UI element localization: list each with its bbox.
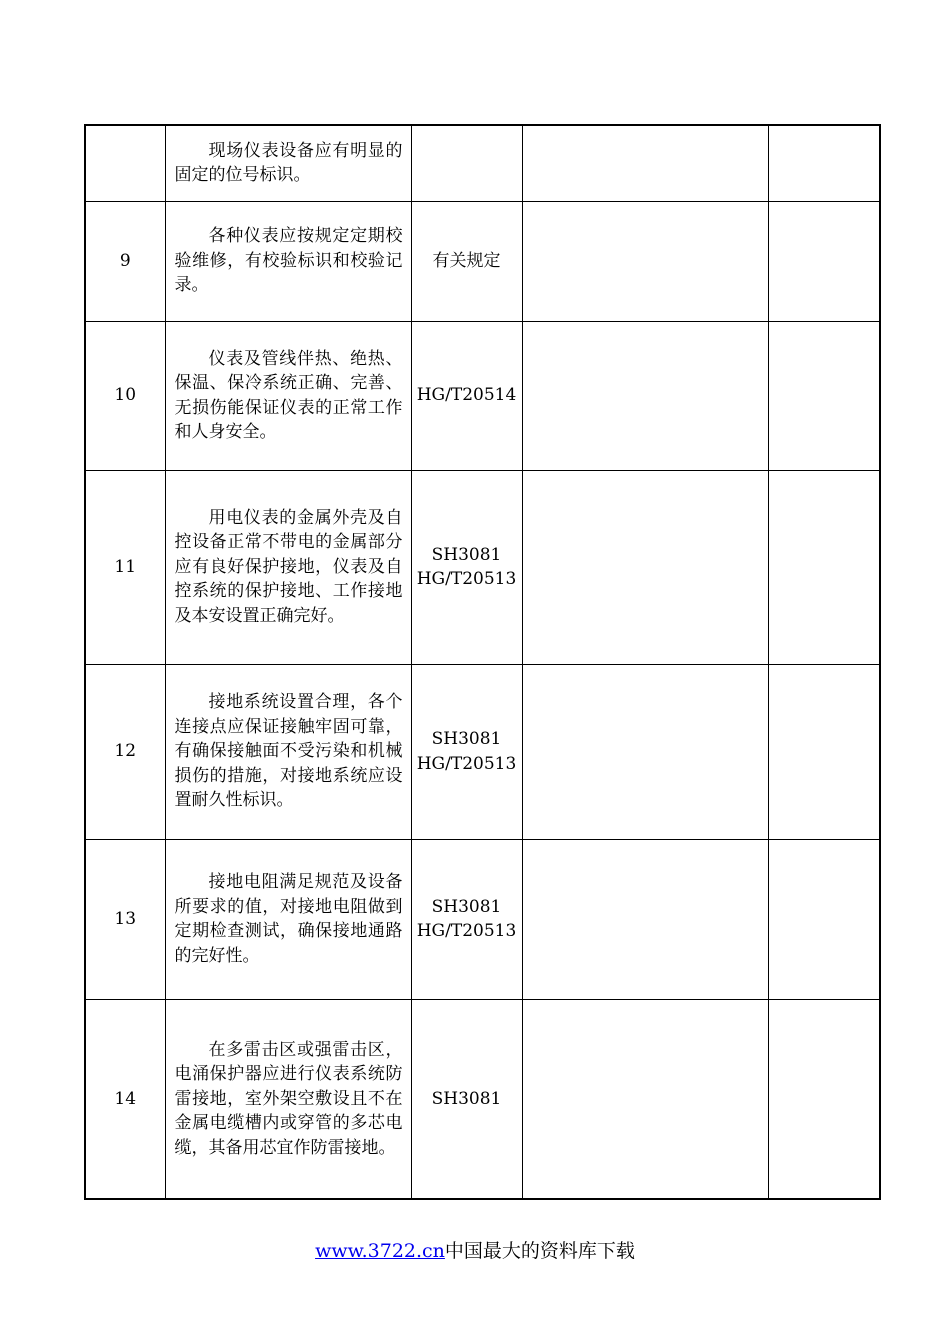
result-cell	[522, 839, 768, 999]
remark-cell	[768, 125, 880, 201]
requirement-text: 用电仪表的金属外壳及自控设备正常不带电的金属部分应有良好保护接地，仪表及自控系统的保护接地、工作接地及本安设置正确完好。	[174, 507, 403, 626]
item-number: 12	[85, 664, 165, 839]
requirement-cell	[165, 999, 411, 1199]
item-number: 11	[85, 470, 165, 664]
standard-cell	[411, 201, 522, 321]
table-row	[85, 839, 880, 999]
result-cell	[522, 999, 768, 1199]
standard-text: SH3081	[431, 1088, 502, 1109]
table-row	[85, 664, 880, 839]
table-row	[85, 999, 880, 1199]
remark-cell	[768, 470, 880, 664]
requirement-text: 现场仪表设备应有明显的固定的位号标识。	[174, 140, 403, 186]
requirement-cell	[165, 201, 411, 321]
remark-cell	[768, 839, 880, 999]
requirement-cell	[165, 125, 411, 201]
requirement-cell	[165, 664, 411, 839]
requirement-text: 各种仪表应按规定定期校验维修，有校验标识和校验记录。	[174, 226, 403, 296]
remark-cell	[768, 999, 880, 1199]
item-number: 10	[85, 321, 165, 470]
standard-text: 有关规定	[432, 250, 501, 271]
standard-cell	[411, 839, 522, 999]
standard-cell	[411, 321, 522, 470]
standard-text-secondary: HG/T20513	[416, 921, 517, 941]
table-row	[85, 321, 880, 470]
standard-cell	[411, 999, 522, 1199]
table-row	[85, 201, 880, 321]
requirement-text: 接地系统设置合理，各个连接点应保证接触牢固可靠，有确保接触面不受污染和机械损伤的措施，对接地系统应设置耐久性标识。	[174, 692, 403, 811]
result-cell	[522, 125, 768, 201]
remark-cell	[768, 321, 880, 470]
standard-text: SH3081	[431, 729, 502, 749]
remark-cell	[768, 201, 880, 321]
standard-text: HG/T20514	[416, 385, 517, 406]
result-cell	[522, 321, 768, 470]
standard-text-secondary: HG/T20513	[416, 753, 517, 774]
standard-text: SH3081	[431, 544, 502, 565]
remark-cell	[768, 664, 880, 839]
inspection-table	[84, 124, 881, 1200]
requirement-cell	[165, 470, 411, 664]
footer-link[interactable]: www.3722.cn	[315, 1240, 445, 1262]
requirement-text: 在多雷击区或强雷击区，电涌保护器应进行仪表系统防雷接地，室外架空敷设且不在金属电缆槽内或穿管的多芯电缆，其备用芯宜作防雷接地。	[174, 1039, 403, 1158]
requirement-cell	[165, 839, 411, 999]
standard-cell	[411, 664, 522, 839]
standard-cell	[411, 470, 522, 664]
requirement-text: 仪表及管线伴热、绝热、保温、保冷系统正确、完善、无损伤能保证仪表的正常工作和人身安全。	[174, 348, 403, 442]
requirement-text: 接地电阻满足规范及设备所要求的值，对接地电阻做到定期检查测试，确保接地通路的完好性。	[174, 872, 403, 966]
item-number: 14	[85, 999, 165, 1199]
item-number: 9	[85, 201, 165, 321]
result-cell	[522, 470, 768, 664]
result-cell	[522, 201, 768, 321]
item-number	[85, 125, 165, 201]
table-row	[85, 125, 880, 201]
table-row	[85, 470, 880, 664]
item-number: 13	[85, 839, 165, 999]
standard-text: SH3081	[431, 896, 502, 917]
page-footer	[0, 1238, 950, 1264]
standard-text-secondary: HG/T20513	[416, 569, 517, 589]
footer-text: 中国最大的资料库下载	[444, 1240, 635, 1262]
requirement-cell	[165, 321, 411, 470]
standard-cell	[411, 125, 522, 201]
result-cell	[522, 664, 768, 839]
